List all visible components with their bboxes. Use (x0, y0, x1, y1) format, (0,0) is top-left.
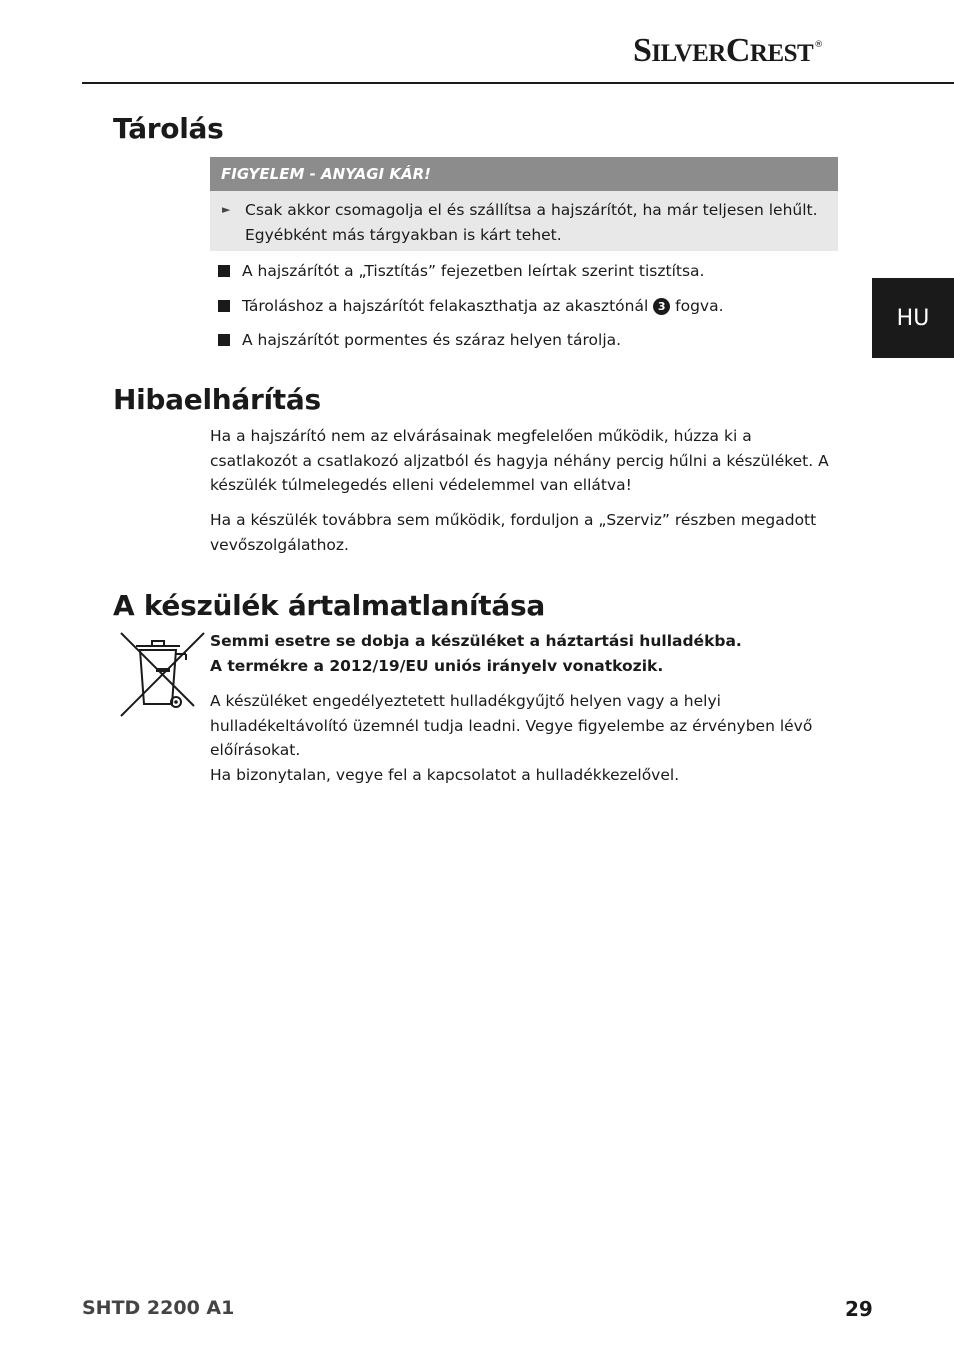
troubleshooting-heading: Hibaelhárítás (113, 383, 321, 416)
language-tab: HU (872, 278, 954, 358)
warning-text: Csak akkor csomagolja el és szállítsa a hajszárítót, ha már teljesen lehűlt. Egyébként más tárgyakban is kárt tehet. (245, 201, 818, 244)
square-bullet-icon (218, 334, 230, 346)
troubleshooting-paragraph-2: Ha a készülék továbbra sem működik, forduljon a „Szerviz” részben megadott vevőszolgálathoz. (210, 511, 817, 554)
list-item-text: A hajszárítót pormentes és száraz helyen tárolja. (242, 331, 622, 349)
list-item (216, 259, 856, 294)
part-number-badge: 3 (653, 298, 670, 315)
list-item-text: A hajszárítót a „Tisztítás” fejezetben leírtak szerint tisztítsa. (242, 262, 705, 280)
page-number: 29 (845, 1297, 873, 1321)
brand-logo-letter: C (725, 32, 750, 69)
disposal-heading: A készülék ártalmatlanítása (113, 589, 545, 622)
disposal-directive-line: A termékre a 2012/19/EU uniós irányelv vonatkozik. (210, 656, 664, 675)
warning-body (210, 191, 838, 247)
square-bullet-icon (218, 300, 230, 312)
brand-logo (633, 32, 873, 72)
warning-box (210, 157, 838, 251)
list-item-text: fogva. (675, 296, 724, 315)
brand-logo-letter: S (633, 32, 652, 69)
disposal-warning-line: Semmi esetre se dobja a készüléket a háztartási hulladékba. (210, 632, 742, 650)
storage-list (216, 259, 856, 363)
storage-heading: Tárolás (113, 112, 224, 145)
brand-logo-letters: REST (749, 40, 814, 67)
header-rule (82, 82, 954, 84)
list-item-text: Tároláshoz a hajszárítót felakaszthatja az akasztónál (242, 296, 649, 315)
registered-mark: ® (814, 40, 823, 50)
model-number: SHTD 2200 A1 (82, 1297, 235, 1319)
disposal-bold-text (210, 629, 842, 678)
crossed-out-bin-icon (116, 628, 208, 720)
brand-logo-letters: ILVER (651, 40, 726, 67)
disposal-contact-text: Ha bizonytalan, vegye fel a kapcsolatot a hulladékkezelővel. (210, 765, 680, 784)
square-bullet-icon (218, 265, 230, 277)
list-item (216, 294, 856, 329)
disposal-paragraph-text: A készüléket engedélyeztetett hulladékgyűjtő helyen vagy a helyi hulladékeltávolító üzemnél tudja leadni. Vegye figyelembe az érvényben lévő előírásokat. (210, 692, 813, 760)
warning-title: FIGYELEM - ANYAGI KÁR! (210, 157, 838, 191)
disposal-paragraph (210, 689, 842, 787)
arrow-bullet-icon: ► (222, 203, 231, 216)
troubleshooting-paragraph-1: Ha a hajszárító nem az elvárásainak megfelelően működik, húzza ki a csatlakozót a csatlakozó aljzatból és hagyja néhány percig hűlni a készüléket. A készülék túlmelegedés elleni védelemmel van ellátva! (210, 427, 829, 495)
list-item (216, 328, 856, 363)
